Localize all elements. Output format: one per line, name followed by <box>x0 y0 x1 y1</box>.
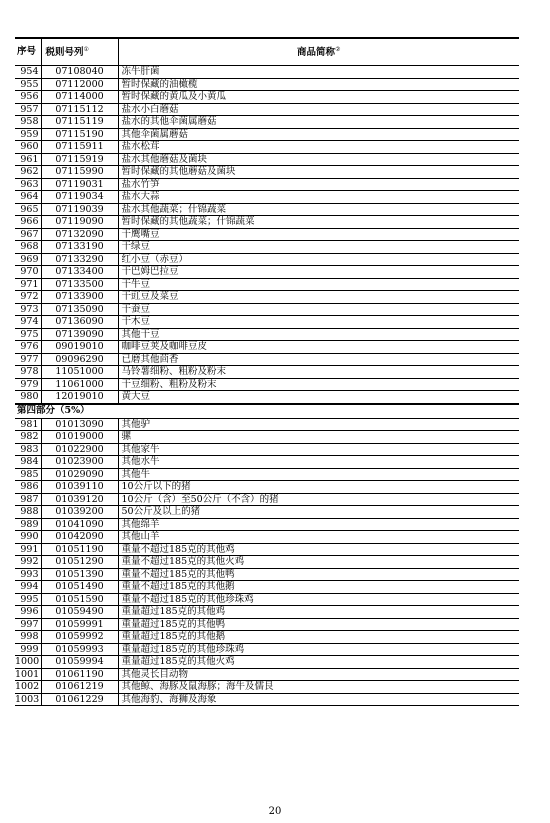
footnote-mark: ① <box>83 45 89 53</box>
table-row <box>15 681 519 694</box>
serial-number-cell: 975 <box>15 328 41 341</box>
product-name-cell: 盐水的其他伞菌属蘑菇 <box>118 116 519 129</box>
tariff-code-cell: 01023900 <box>41 456 118 469</box>
tariff-code-cell: 01051490 <box>41 581 118 594</box>
table-row <box>15 481 519 494</box>
product-name-cell: 已磨其他茴香 <box>118 353 519 366</box>
tariff-code-cell: 01061229 <box>41 693 118 706</box>
table-row <box>15 116 519 129</box>
tariff-code-cell: 07115919 <box>41 153 118 166</box>
tariff-code-cell: 07114000 <box>41 91 118 104</box>
tariff-code-cell: 01059994 <box>41 656 118 669</box>
tariff-code-cell: 01039200 <box>41 506 118 519</box>
product-name-cell: 干牛豆 <box>118 278 519 291</box>
serial-number-cell: 965 <box>15 203 41 216</box>
tariff-code-cell: 01059992 <box>41 631 118 644</box>
serial-number-cell: 979 <box>15 378 41 391</box>
product-name-cell: 10公斤（含）至50公斤（不含）的猪 <box>118 493 519 506</box>
tariff-code-cell: 01051290 <box>41 556 118 569</box>
table-row <box>15 556 519 569</box>
product-name-cell: 重量不超过185克的其他鸡 <box>118 543 519 556</box>
table-row <box>15 253 519 266</box>
table-row <box>15 618 519 631</box>
table-row <box>15 418 519 431</box>
tariff-code-cell: 01041090 <box>41 518 118 531</box>
serial-number-cell: 958 <box>15 116 41 129</box>
serial-number-cell: 989 <box>15 518 41 531</box>
serial-number-cell: 968 <box>15 241 41 254</box>
serial-number-cell: 973 <box>15 303 41 316</box>
table-row <box>15 241 519 254</box>
product-name-cell: 重量不超过185克的其他火鸡 <box>118 556 519 569</box>
serial-number-cell: 974 <box>15 316 41 329</box>
product-name-cell: 盐水大蒜 <box>118 191 519 204</box>
header-serial-number: 序号 <box>15 38 41 66</box>
table-row <box>15 431 519 444</box>
product-name-cell: 其他水牛 <box>118 456 519 469</box>
product-name-cell: 50公斤及以上的猪 <box>118 506 519 519</box>
tariff-code-cell: 07133900 <box>41 291 118 304</box>
product-name-cell: 其他驴 <box>118 418 519 431</box>
product-name-cell: 其他鲸、海豚及鼠海豚；海牛及儒艮 <box>118 681 519 694</box>
tariff-code-cell: 01042090 <box>41 531 118 544</box>
serial-number-cell: 982 <box>15 431 41 444</box>
serial-number-cell: 992 <box>15 556 41 569</box>
serial-number-cell: 960 <box>15 141 41 154</box>
tariff-code-cell: 01051190 <box>41 543 118 556</box>
table-row <box>15 366 519 379</box>
tariff-code-cell: 07133290 <box>41 253 118 266</box>
serial-number-cell: 954 <box>15 66 41 79</box>
table-row <box>15 456 519 469</box>
tariff-code-cell: 07119034 <box>41 191 118 204</box>
tariff-code-cell: 07139090 <box>41 328 118 341</box>
product-name-cell: 干豆细粉、粗粉及粉末 <box>118 378 519 391</box>
table-row <box>15 341 519 354</box>
product-name-cell: 干蚕豆 <box>118 303 519 316</box>
product-name-cell: 冻牛肝菌 <box>118 66 519 79</box>
page-number: 20 <box>268 806 282 817</box>
serial-number-cell: 980 <box>15 391 41 404</box>
table-row <box>15 166 519 179</box>
serial-number-cell: 987 <box>15 493 41 506</box>
serial-number-cell: 983 <box>15 443 41 456</box>
tariff-code-cell: 11051000 <box>41 366 118 379</box>
tariff-code-cell: 09096290 <box>41 353 118 366</box>
product-name-cell: 其他家牛 <box>118 443 519 456</box>
tariff-code-cell: 07115911 <box>41 141 118 154</box>
tariff-code-cell: 07119039 <box>41 203 118 216</box>
product-name-cell: 盐水小白蘑菇 <box>118 103 519 116</box>
header-product-name: 商品简称② <box>118 38 519 66</box>
serial-number-cell: 969 <box>15 253 41 266</box>
product-name-cell: 10公斤以下的猪 <box>118 481 519 494</box>
tariff-code-cell: 07133190 <box>41 241 118 254</box>
product-name-cell: 其他灵长目动物 <box>118 668 519 681</box>
table-row <box>15 328 519 341</box>
table-row <box>15 593 519 606</box>
table-row <box>15 693 519 706</box>
product-name-cell: 重量不超过185克的其他鹅 <box>118 581 519 594</box>
serial-number-cell: 963 <box>15 178 41 191</box>
table-row <box>15 391 519 404</box>
product-name-cell: 重量超过185克的其他鹅 <box>118 631 519 644</box>
product-name-cell: 其他绵羊 <box>118 518 519 531</box>
table-row <box>15 493 519 506</box>
serial-number-cell: 970 <box>15 266 41 279</box>
table-row <box>15 303 519 316</box>
table-row <box>15 316 519 329</box>
tariff-code-cell: 01059993 <box>41 643 118 656</box>
serial-number-cell: 1000 <box>15 656 40 667</box>
serial-number-cell: 993 <box>15 568 41 581</box>
tariff-code-cell: 07133500 <box>41 278 118 291</box>
tariff-code-cell: 01019000 <box>41 431 118 444</box>
serial-number-cell: 978 <box>15 366 41 379</box>
serial-number-cell: 1001 <box>15 668 40 680</box>
tariff-code-cell: 01061190 <box>41 668 118 681</box>
tariff-code-cell: 07136090 <box>41 316 118 329</box>
tariff-code-cell: 07135090 <box>41 303 118 316</box>
table-row <box>15 531 519 544</box>
serial-number-cell: 961 <box>15 153 41 166</box>
product-name-cell: 暂时保藏的其他蘑菇及菌块 <box>118 166 519 179</box>
tariff-code-cell: 07132090 <box>41 228 118 241</box>
table-row <box>15 228 519 241</box>
product-name-cell: 干绿豆 <box>118 241 519 254</box>
tariff-code-cell: 07108040 <box>41 66 118 79</box>
table-row <box>15 128 519 141</box>
product-name-cell: 盐水竹笋 <box>118 178 519 191</box>
tariff-code-cell: 01039120 <box>41 493 118 506</box>
serial-number-cell: 991 <box>15 543 41 556</box>
product-name-cell: 其他山羊 <box>118 531 519 544</box>
section-header-row <box>15 404 519 419</box>
table-row <box>15 643 519 656</box>
serial-number-cell: 972 <box>15 291 41 304</box>
serial-number-cell: 997 <box>15 618 41 631</box>
serial-number-cell: 998 <box>15 631 41 644</box>
product-name-cell: 重量不超过185克的其他珍珠鸡 <box>118 593 519 606</box>
header-tariff-code: 税则号列① <box>41 38 118 66</box>
table-row <box>15 568 519 581</box>
serial-number-cell: 966 <box>15 216 41 229</box>
serial-number-cell: 1002 <box>15 681 40 692</box>
tariff-code-cell: 01029090 <box>41 468 118 481</box>
table-row <box>15 153 519 166</box>
serial-number-cell: 964 <box>15 191 41 204</box>
serial-number-cell: 999 <box>15 643 41 656</box>
product-name-cell: 咖啡豆荚及咖啡豆皮 <box>118 341 519 354</box>
tariff-code-cell: 07115119 <box>41 116 118 129</box>
tariff-code-cell: 07133400 <box>41 266 118 279</box>
serial-number-cell: 996 <box>15 606 41 619</box>
document-page <box>15 37 519 706</box>
product-name-cell: 盐水松茸 <box>118 141 519 154</box>
table-row <box>15 66 519 79</box>
table-row <box>15 353 519 366</box>
tariff-code-cell: 11061000 <box>41 378 118 391</box>
tariff-code-cell: 01013090 <box>41 418 118 431</box>
product-name-cell: 暂时保藏的油橄榄 <box>118 78 519 91</box>
tariff-code-cell: 07115190 <box>41 128 118 141</box>
table-row <box>15 141 519 154</box>
table-row <box>15 468 519 481</box>
table-row <box>15 543 519 556</box>
table-row <box>15 606 519 619</box>
table-row <box>15 518 519 531</box>
table-row <box>15 506 519 519</box>
table-row <box>15 278 519 291</box>
serial-number-cell: 962 <box>15 166 41 179</box>
serial-number-cell: 985 <box>15 468 41 481</box>
serial-number-cell: 988 <box>15 506 41 519</box>
tariff-code-cell: 07115112 <box>41 103 118 116</box>
table-row <box>15 668 519 681</box>
tariff-code-cell: 01051390 <box>41 568 118 581</box>
tariff-code-cell: 12019010 <box>41 391 118 404</box>
product-name-cell: 重量超过185克的其他珍珠鸡 <box>118 643 519 656</box>
product-name-cell: 骡 <box>118 431 519 444</box>
section-title: 第四部分（5%） <box>15 404 519 419</box>
serial-number-cell: 959 <box>15 128 41 141</box>
product-name-cell: 黄大豆 <box>118 391 519 404</box>
table-row <box>15 178 519 191</box>
serial-number-cell: 990 <box>15 531 41 544</box>
tariff-code-cell: 07115990 <box>41 166 118 179</box>
product-name-cell: 盐水其他蘑菇及菌块 <box>118 153 519 166</box>
tariff-code-cell: 07119031 <box>41 178 118 191</box>
serial-number-cell: 956 <box>15 91 41 104</box>
table-row <box>15 581 519 594</box>
table-row <box>15 443 519 456</box>
table-row <box>15 266 519 279</box>
tariff-code-cell: 01022900 <box>41 443 118 456</box>
table-row <box>15 91 519 104</box>
product-name-cell: 其他海豹、海狮及海象 <box>118 693 519 706</box>
tariff-code-cell: 01059490 <box>41 606 118 619</box>
serial-number-cell: 994 <box>15 581 41 594</box>
product-name-cell: 重量超过185克的其他火鸡 <box>118 656 519 669</box>
product-name-cell: 干木豆 <box>118 316 519 329</box>
serial-number-cell: 955 <box>15 78 41 91</box>
table-row <box>15 378 519 391</box>
serial-number-cell: 986 <box>15 481 41 494</box>
tariff-code-cell: 01051590 <box>41 593 118 606</box>
product-name-cell: 重量不超过185克的其他鸭 <box>118 568 519 581</box>
product-name-cell: 干豇豆及菜豆 <box>118 291 519 304</box>
table-row <box>15 203 519 216</box>
product-name-cell: 红小豆（赤豆） <box>118 253 519 266</box>
table-header-row <box>15 38 519 66</box>
product-name-cell: 马铃薯细粉、粗粉及粉末 <box>118 366 519 379</box>
table-row <box>15 191 519 204</box>
table-row <box>15 78 519 91</box>
tariff-code-cell: 09019010 <box>41 341 118 354</box>
serial-number-cell: 976 <box>15 341 41 354</box>
product-name-cell: 重量超过185克的其他鸡 <box>118 606 519 619</box>
tariff-table <box>15 37 519 706</box>
product-name-cell: 其他牛 <box>118 468 519 481</box>
serial-number-cell: 977 <box>15 353 41 366</box>
tariff-code-cell: 01059991 <box>41 618 118 631</box>
serial-number-cell: 957 <box>15 103 41 116</box>
product-name-cell: 暂时保藏的黄瓜及小黄瓜 <box>118 91 519 104</box>
table-row <box>15 656 519 669</box>
product-name-cell: 其他伞菌属蘑菇 <box>118 128 519 141</box>
table-row <box>15 631 519 644</box>
serial-number-cell: 984 <box>15 456 41 469</box>
serial-number-cell: 967 <box>15 228 41 241</box>
tariff-code-cell: 01039110 <box>41 481 118 494</box>
table-row <box>15 103 519 116</box>
product-name-cell: 干鹰嘴豆 <box>118 228 519 241</box>
table-row <box>15 291 519 304</box>
product-name-cell: 其他干豆 <box>118 328 519 341</box>
serial-number-cell: 971 <box>15 278 41 291</box>
tariff-code-cell: 07119090 <box>41 216 118 229</box>
serial-number-cell: 981 <box>15 418 41 431</box>
tariff-code-cell: 01061219 <box>41 681 118 694</box>
product-name-cell: 重量超过185克的其他鸭 <box>118 618 519 631</box>
product-name-cell: 暂时保藏的其他蔬菜；什锦蔬菜 <box>118 216 519 229</box>
serial-number-cell: 1003 <box>15 693 40 705</box>
serial-number-cell: 995 <box>15 593 41 606</box>
footnote-mark: ② <box>335 45 341 53</box>
table-row <box>15 216 519 229</box>
tariff-code-cell: 07112000 <box>41 78 118 91</box>
product-name-cell: 盐水其他蔬菜；什锦蔬菜 <box>118 203 519 216</box>
product-name-cell: 干巴姆巴拉豆 <box>118 266 519 279</box>
